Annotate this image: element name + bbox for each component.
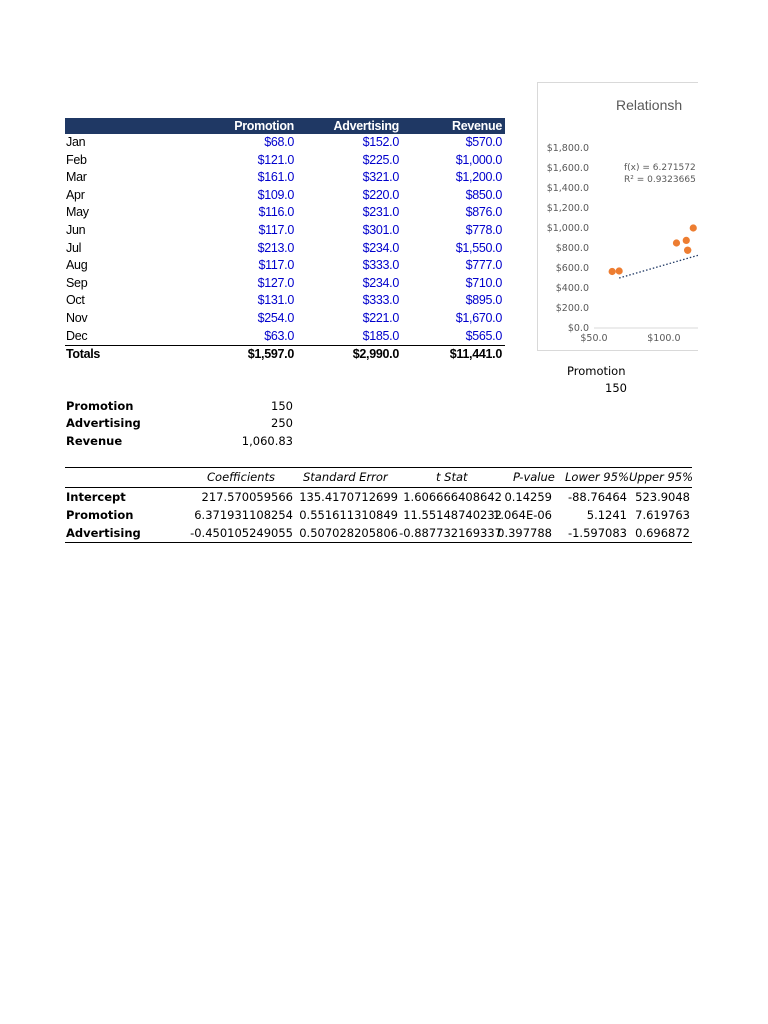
- reg-header-std-error: Standard Error: [303, 470, 388, 484]
- table-row: [65, 257, 505, 275]
- table-row: [65, 152, 505, 170]
- output-revenue-value: 1,060.83: [241, 434, 293, 448]
- regression-cell[interactable]: 0.551611310849: [299, 508, 398, 522]
- revenue-cell[interactable]: $1,200.0: [455, 170, 502, 185]
- regression-header: [65, 467, 692, 488]
- regression-row-label: Promotion: [66, 508, 134, 522]
- header-promotion: Promotion: [234, 119, 294, 133]
- table-row: [65, 310, 505, 328]
- y-tick-label: $0.0: [567, 323, 589, 334]
- table-row: [65, 275, 505, 293]
- totals-row: [65, 345, 505, 364]
- revenue-cell[interactable]: $565.0: [465, 328, 502, 343]
- promotion-cell[interactable]: $68.0: [264, 135, 294, 149]
- table-row: [65, 204, 505, 222]
- x-tick-label: $50.0: [580, 333, 608, 344]
- revenue-cell[interactable]: $1,550.0: [455, 240, 502, 255]
- advertising-cell[interactable]: $234.0: [362, 275, 399, 290]
- regression-cell[interactable]: -0.450105249055: [190, 526, 293, 540]
- promotion-cell[interactable]: $63.0: [264, 328, 294, 343]
- revenue-cell[interactable]: $1,000.0: [455, 152, 502, 167]
- chart-svg: [538, 83, 698, 350]
- reg-header-coefficients: Coefficients: [207, 470, 276, 484]
- data-point: [684, 247, 691, 254]
- reg-header-pvalue: P-value: [513, 470, 555, 484]
- advertising-cell[interactable]: $225.0: [362, 152, 399, 167]
- y-tick-label: $1,200.0: [546, 203, 589, 214]
- regression-cell[interactable]: 11.55148740232: [403, 508, 502, 522]
- regression-cell[interactable]: 1.606666408642: [403, 490, 502, 504]
- y-tick-label: $1,600.0: [546, 163, 589, 174]
- table-row: [65, 240, 505, 258]
- month-cell[interactable]: Jan: [66, 135, 86, 149]
- input-promotion-label: Promotion: [66, 399, 134, 413]
- input-promotion-value[interactable]: 150: [271, 399, 293, 413]
- header-revenue: Revenue: [451, 119, 502, 133]
- table-row: [65, 187, 505, 205]
- x-tick-label: $100.0: [647, 333, 681, 344]
- data-point: [616, 267, 623, 274]
- month-cell[interactable]: Nov: [66, 310, 88, 325]
- data-point: [683, 237, 690, 244]
- month-cell[interactable]: Aug: [66, 258, 88, 273]
- regression-cell[interactable]: 0.696872: [635, 526, 690, 540]
- revenue-cell[interactable]: $777.0: [465, 258, 502, 273]
- y-tick-label: $1,800.0: [546, 143, 589, 154]
- input-advertising-value[interactable]: 250: [271, 416, 293, 430]
- y-tick-label: $800.0: [555, 243, 589, 254]
- promotion-cell[interactable]: $109.0: [257, 187, 294, 202]
- revenue-cell[interactable]: $876.0: [465, 205, 502, 220]
- revenue-cell[interactable]: $850.0: [465, 187, 502, 202]
- advertising-cell[interactable]: $234.0: [362, 240, 399, 255]
- month-cell[interactable]: Jun: [66, 222, 86, 237]
- revenue-cell[interactable]: $710.0: [465, 275, 502, 290]
- revenue-cell[interactable]: $778.0: [465, 222, 502, 237]
- regression-cell[interactable]: -1.597083: [567, 526, 627, 540]
- advertising-cell[interactable]: $301.0: [362, 222, 399, 237]
- table-row: [65, 292, 505, 310]
- promotion-cell[interactable]: $117.0: [258, 222, 294, 237]
- regression-cell[interactable]: 0.397788: [497, 526, 552, 540]
- table-row: [65, 222, 505, 240]
- chart-promotion-label: Promotion: [567, 364, 626, 378]
- totals-advertising: $2,990.0: [352, 347, 399, 362]
- header-advertising: Advertising: [333, 119, 399, 133]
- table-row: [65, 328, 505, 346]
- regression-cell[interactable]: 135.4170712699: [299, 490, 398, 504]
- regression-cell[interactable]: 1.064E-06: [493, 508, 552, 522]
- regression-cell[interactable]: -0.887732169337: [399, 526, 502, 540]
- trendline-r2: R² = 0.9323665: [624, 175, 696, 185]
- advertising-cell[interactable]: $220.0: [362, 187, 399, 202]
- y-tick-label: $200.0: [555, 303, 589, 314]
- chart-title: Relationsh: [616, 97, 683, 113]
- reg-header-tstat: t Stat: [436, 470, 468, 484]
- relationship-chart[interactable]: [537, 82, 698, 351]
- advertising-cell[interactable]: $333.0: [362, 258, 399, 273]
- reg-header-lower95: Lower 95%: [565, 470, 629, 484]
- y-tick-label: $600.0: [555, 263, 589, 274]
- advertising-cell[interactable]: $333.0: [362, 293, 399, 308]
- regression-row: [65, 488, 692, 506]
- regression-row: [65, 524, 692, 543]
- month-cell[interactable]: Feb: [66, 152, 87, 167]
- promotion-cell[interactable]: $131.0: [257, 293, 294, 308]
- chart-promotion-value: 150: [605, 381, 627, 395]
- month-cell[interactable]: Dec: [66, 328, 88, 343]
- regression-cell[interactable]: 0.14259: [504, 490, 552, 504]
- totals-revenue: $11,441.0: [449, 347, 502, 362]
- regression-body: [65, 488, 692, 543]
- advertising-cell[interactable]: $185.0: [362, 328, 399, 343]
- regression-cell[interactable]: 523.9048: [635, 490, 690, 504]
- y-tick-label: $1,000.0: [546, 223, 589, 234]
- regression-cell[interactable]: 217.570059566: [201, 490, 293, 504]
- monthly-data-table: [65, 118, 505, 364]
- revenue-cell[interactable]: $570.0: [465, 135, 502, 149]
- month-cell[interactable]: Oct: [66, 293, 85, 308]
- data-point: [690, 224, 697, 231]
- table-row: [65, 169, 505, 187]
- totals-promotion: $1,597.0: [247, 347, 294, 362]
- month-cell[interactable]: Mar: [66, 170, 87, 185]
- regression-cell[interactable]: -88.76464: [567, 490, 627, 504]
- promotion-cell[interactable]: $127.0: [257, 275, 294, 290]
- regression-cell[interactable]: 6.371931108254: [194, 508, 293, 522]
- data-point: [673, 239, 680, 246]
- regression-row-label: Intercept: [66, 490, 126, 504]
- regression-row-label: Advertising: [66, 526, 141, 540]
- reg-header-upper95: Upper 95%: [629, 470, 694, 484]
- advertising-cell[interactable]: $231.0: [362, 205, 399, 220]
- output-revenue-label: Revenue: [66, 434, 123, 448]
- regression-row: [65, 506, 692, 524]
- promotion-cell[interactable]: $121.0: [257, 152, 294, 167]
- trendline-equation: f(x) = 6.271572: [624, 163, 696, 173]
- promotion-cell[interactable]: $213.0: [257, 240, 294, 255]
- promotion-cell[interactable]: $161.0: [257, 170, 294, 185]
- regression-cell[interactable]: 5.1241: [586, 508, 627, 522]
- regression-table: [65, 467, 692, 543]
- month-cell[interactable]: May: [66, 205, 89, 220]
- advertising-cell[interactable]: $321.0: [362, 170, 399, 185]
- promotion-cell[interactable]: $254.0: [257, 310, 294, 325]
- promotion-cell[interactable]: $116.0: [258, 205, 294, 220]
- y-tick-label: $1,400.0: [546, 183, 589, 194]
- month-cell[interactable]: Jul: [66, 240, 82, 255]
- table-row: [65, 134, 505, 152]
- y-tick-label: $400.0: [555, 283, 589, 294]
- revenue-cell[interactable]: $1,670.0: [455, 310, 502, 325]
- month-cell[interactable]: Sep: [66, 275, 88, 290]
- totals-label: Totals: [66, 347, 101, 362]
- advertising-cell[interactable]: $152.0: [362, 135, 399, 149]
- advertising-cell[interactable]: $221.0: [362, 310, 399, 325]
- table-body: [65, 134, 505, 345]
- revenue-cell[interactable]: $895.0: [465, 293, 502, 308]
- regression-cell[interactable]: 7.619763: [635, 508, 690, 522]
- table-header: [65, 118, 505, 134]
- data-point: [609, 268, 616, 275]
- promotion-cell[interactable]: $117.0: [258, 258, 294, 273]
- regression-cell[interactable]: 0.507028205806: [299, 526, 398, 540]
- input-advertising-label: Advertising: [66, 416, 141, 430]
- month-cell[interactable]: Apr: [66, 187, 85, 202]
